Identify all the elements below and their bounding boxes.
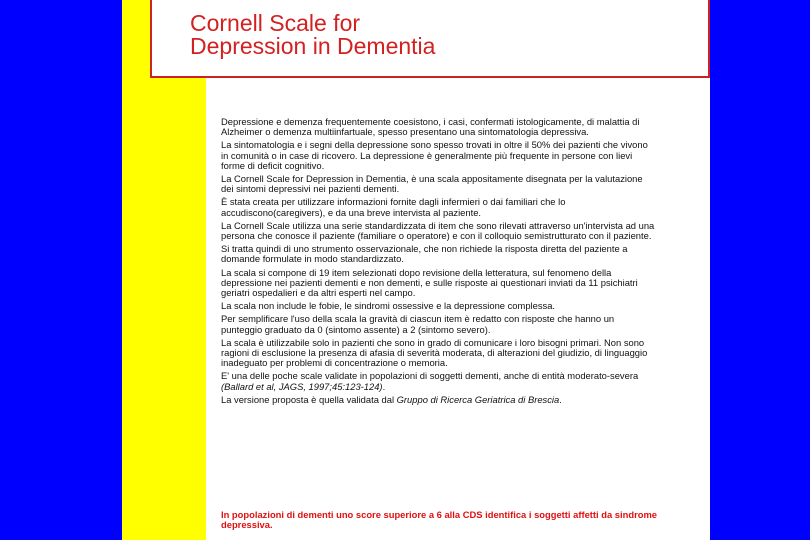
paragraph-4: È stata creata per utilizzare informazioni fornite dagli infermieri o dai familiari che lo accudiscono(caregivers), e da una breve intervista al paziente.	[221, 196, 566, 218]
paragraph-11	[221, 371, 657, 391]
paragraph-11-end: .	[382, 380, 386, 392]
paragraph-8: La scala non include le fobie, le sindromi ossessive e la depressione complessa.	[221, 300, 556, 312]
body-text	[221, 117, 657, 408]
paragraph-3: La Cornell Scale for Depression in Dementia, è una scala appositamente disegnata per la valutazione dei sintomi depressivi nei pazienti dementi.	[221, 173, 643, 195]
paragraph-11-text: E' una delle poche scale validate in popolazioni di soggetti dementi, anche di entità moderato-severa	[221, 370, 639, 382]
title-box	[150, 0, 710, 78]
document-title	[190, 12, 435, 58]
paragraph-2: La sintomatologia e i segni della depressione sono spesso trovati in oltre il 50% dei pazienti che vivono in comunità o in case di ricovero. La depressione è generalmente più frequente in persone con lievi forme di deficit cognitivo.	[221, 139, 648, 171]
paragraph-5: La Cornell Scale utilizza una serie standardizzata di item che sono rilevati attraverso un'intervista ad una persona che conosce il paziente (familiare o operatore) e con il colloquio semistrutturato con il paziente.	[221, 219, 655, 242]
yellow-side-bar	[122, 0, 206, 540]
title-line-2: Depression in Dementia	[190, 33, 436, 59]
paragraph-12-end: .	[559, 393, 562, 405]
paragraph-7: La scala si compone di 19 item selezionati dopo revisione della letteratura, sul fenomeno della depressione nei pazienti dementi e non dementi, e sulle risposte ai questionari inviati da 11 psichiatri geriatri ospedalieri e da altri esperti nel campo.	[221, 266, 638, 299]
paragraph-1: Depressione e demenza frequentemente coesistono, i casi, confermati istologicamente, di malattia di Alzheimer o demenza multiinfartuale, spesso presentano una sintomatologia depressiva.	[221, 116, 640, 138]
paragraph-6: Si tratta quindi di uno strumento osservazionale, che non richiede la risposta diretta del paziente a domande formulate in modo standardizzato.	[221, 243, 628, 265]
paragraph-10: La scala è utilizzabile solo in pazienti che sono in grado di comunicare i loro bisogni primari. Non sono ragioni di esclusione la presenza di afasia di severità moderata, di alterazioni del giudizio, di linguaggio inadeguato per problemi di concentrazione o memoria.	[221, 336, 648, 369]
research-group: Gruppo di Ricerca Geriatrica di Brescia	[396, 393, 560, 405]
document-page	[122, 0, 710, 540]
paragraph-12	[221, 395, 657, 405]
citation: (Ballard et al, JAGS, 1997;45:123-124)	[221, 380, 383, 392]
conclusion-note: In popolazioni di dementi uno score superiore a 6 alla CDS identifica i soggetti affetti da sindrome depressiva.	[221, 509, 658, 531]
paragraph-9: Per semplificare l'uso della scala la gravità di ciascun item è redatto con risposte che hanno un punteggio graduato da 0 (sintomo assente) a 2 (sintomo severo).	[221, 313, 615, 335]
paragraph-12-text: La versione proposta è quella validata dal	[221, 393, 397, 405]
title-line-1: Cornell Scale for	[190, 10, 361, 36]
